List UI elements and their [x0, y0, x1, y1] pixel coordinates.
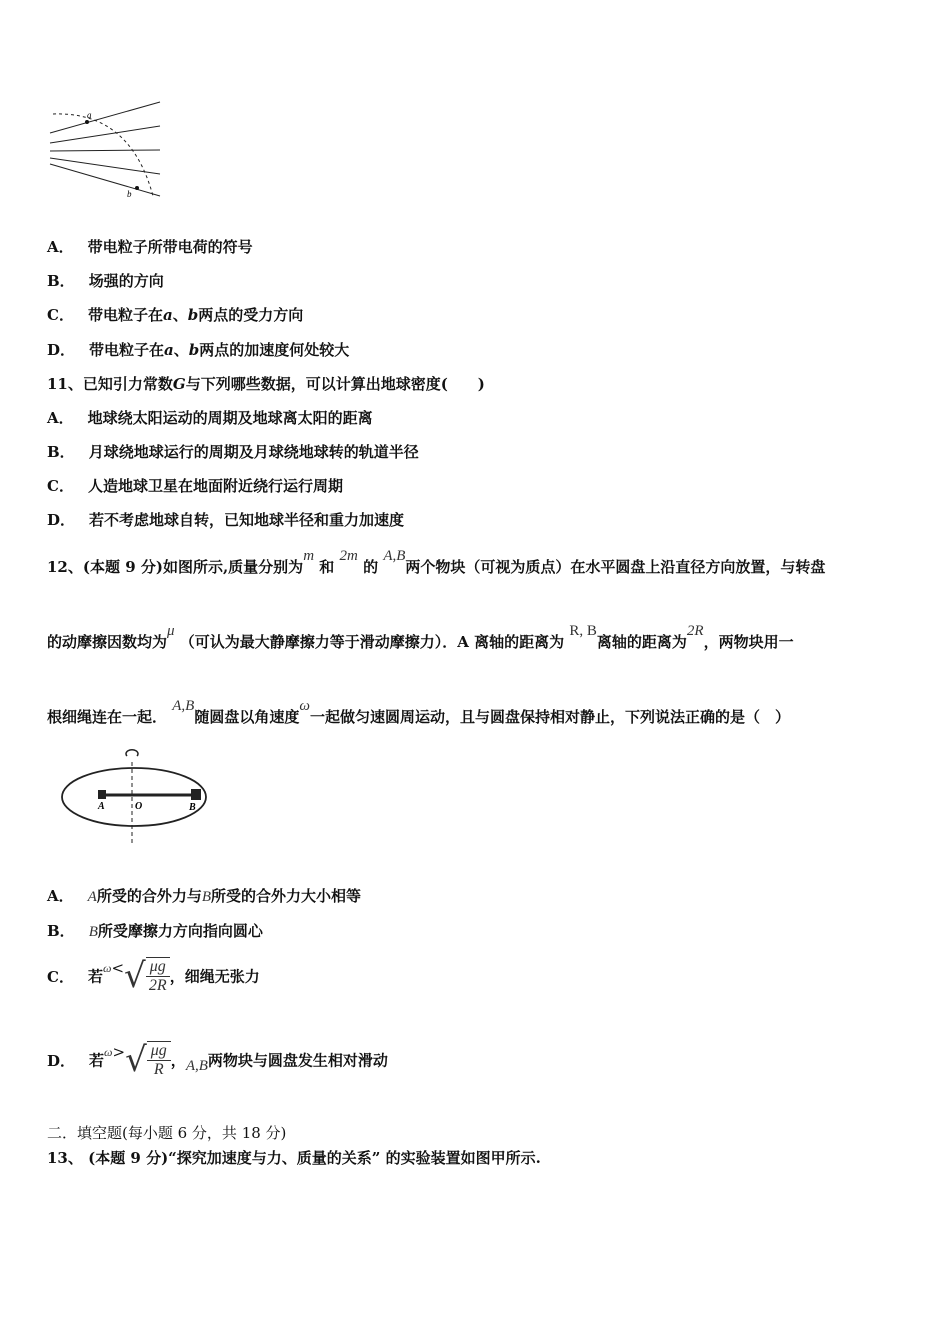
label-o: O	[135, 801, 143, 812]
fraction: $\frac{\mu g}{R}$	[147, 1041, 171, 1079]
field-lines-figure	[45, 96, 175, 206]
q12-option-a: A． A所受的合外力与B所受的合外力大小相等	[47, 887, 362, 905]
q11-stem: 11、已知引力常数G与下列哪些数据，可以计算出地球密度( )	[47, 375, 485, 393]
point-a-label: a	[87, 110, 92, 120]
q10-option-d: D． 带电粒子在a、b两点的加速度何处较大	[47, 341, 350, 359]
q12-option-d: D． 若$^\omega$>√ $\frac{\mu g}{R}$ ，A,B两物块与圆盘发生相对滑动	[47, 1040, 388, 1080]
q13-stem: 13、 (本题 9 分)“探究加速度与力、质量的关系” 的实验装置如图甲所示.	[47, 1149, 541, 1167]
fraction: $\frac{\mu g}{2R}$	[146, 957, 170, 995]
q12-stem-line3: 根细绳连在一起． A,B随圆盘以角速度ω一起做匀速圆周运动，且与圆盘保持相对静止，下列说法正确的是（ ）	[47, 698, 790, 726]
q10-option-c: C． 带电粒子在a、b两点的受力方向	[47, 306, 304, 324]
q12-option-c: C． 若$^\omega$<√ $\frac{\mu g}{2R}$ ，细绳无张力	[47, 956, 260, 996]
q12-stem-line1: 12、(本题 9 分)如图所示,质量分别为m 和 2m 的 A,B两个物块（可视为质点）在水平圆盘上沿直径方向放置，与转盘	[47, 548, 826, 576]
sqrt-sign: √	[124, 956, 146, 996]
label-a: A	[98, 801, 105, 812]
q11-option-b: B． 月球绕地球运行的周期及月球绕地球转的轨道半径	[47, 443, 419, 461]
q10-option-b: B． 场强的方向	[47, 272, 164, 290]
section-heading: 二．填空题(每小题 6 分，共 18 分)	[47, 1124, 287, 1142]
q12-option-b: B． B所受摩擦力方向指向圆心	[47, 922, 263, 940]
q12-stem-line2: 的动摩擦因数均为μ （可认为最大静摩擦力等于滑动摩擦力）．A 离轴的距离为 R, B离轴的距离为2R，两物块用一	[47, 623, 794, 651]
q11-option-d: D． 若不考虑地球自转，已知地球半径和重力加速度	[47, 511, 405, 529]
label-b: B	[189, 802, 196, 813]
q10-option-a: A． 带电粒子所带电荷的符号	[47, 238, 253, 256]
turntable-figure	[57, 748, 217, 848]
q11-option-a: A． 地球绕太阳运动的周期及地球离太阳的距离	[47, 409, 373, 427]
sqrt-sign: √	[125, 1040, 147, 1080]
point-b-label: b	[127, 189, 132, 199]
q11-option-c: C． 人造地球卫星在地面附近绕行运行周期	[47, 477, 343, 495]
